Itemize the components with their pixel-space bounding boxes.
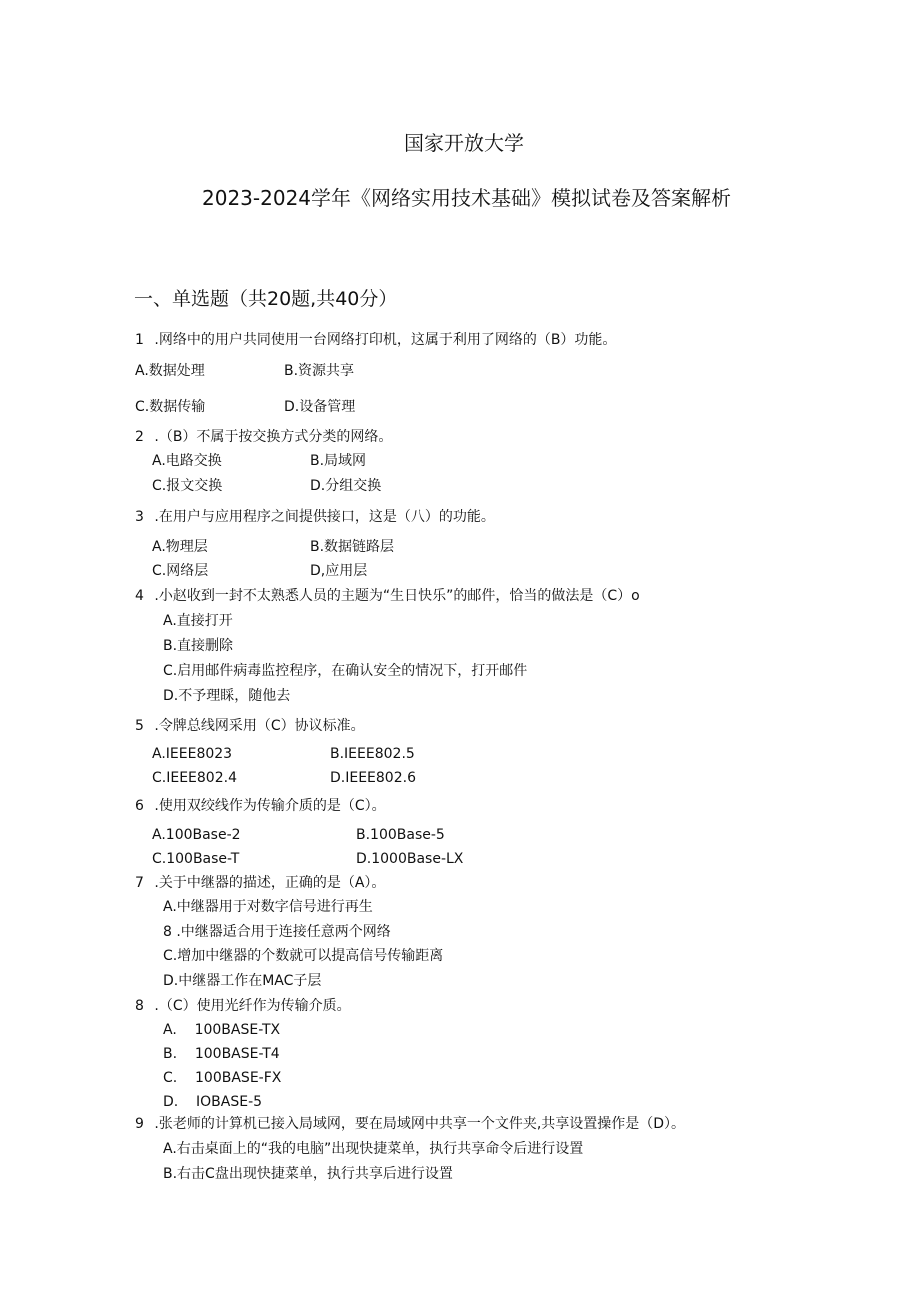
question-3 [135, 510, 495, 524]
q4-option-c: C.启用邮件病毒监控程序，在确认安全的情况下，打开邮件 [163, 663, 528, 679]
q2-option-b: B.局域网 [310, 453, 367, 469]
q3-option-a: A.物理层 [152, 539, 208, 555]
q1-option-a: A.数据处理 [135, 363, 205, 379]
question-text: .使用双绞线作为传输介质的是（C）。 [154, 798, 386, 814]
q9-option-a: A.右击桌面上的“我的电脑”出现快捷菜单，执行共享命令后进行设置 [163, 1141, 584, 1157]
question-number: 5 [135, 718, 144, 734]
q1-option-b: B.资源共享 [284, 363, 355, 379]
question-text: .（B）不属于按交换方式分类的网络。 [154, 429, 393, 445]
q1-option-d: D.设备管理 [284, 399, 356, 415]
q8-option-b: B. 100BASE-T4 [163, 1046, 280, 1062]
question-7 [135, 876, 385, 890]
q3-option-d: D,应用层 [310, 563, 368, 579]
question-number: 1 [135, 332, 144, 348]
q4-option-a: A.直接打开 [163, 613, 233, 629]
q8-option-d: D. IOBASE-5 [163, 1094, 263, 1110]
question-text: .在用户与应用程序之间提供接口，这是（八）的功能。 [154, 509, 495, 525]
q5-option-b: B.IEEE802.5 [330, 746, 415, 762]
q2-option-c: C.报文交换 [152, 478, 223, 494]
q7-option-a: A.中继器用于对数字信号进行再生 [163, 899, 373, 915]
q4-option-d: D.不予理睬，随他去 [163, 688, 291, 704]
q6-option-b: B.100Base-5 [356, 827, 445, 843]
q3-option-b: B.数据链路层 [310, 539, 395, 555]
q6-option-a: A.100Base-2 [152, 827, 241, 843]
q3-option-c: C.网络层 [152, 563, 209, 579]
q8-option-c: C. 100BASE-FX [163, 1070, 282, 1086]
question-number: 8 [135, 998, 144, 1014]
q8-option-a: A. 100BASE-TX [163, 1022, 281, 1038]
q5-option-d: D.IEEE802.6 [330, 770, 416, 786]
question-number: 6 [135, 798, 144, 814]
q5-option-a: A.IEEE8023 [152, 746, 233, 762]
question-number: 4 [135, 588, 144, 604]
question-5 [135, 719, 365, 733]
question-text: .张老师的计算机已接入局域网，要在局域网中共享一个文件夹,共享设置操作是（D）。 [154, 1116, 686, 1132]
question-text: .关于中继器的描述，正确的是（A）。 [154, 875, 386, 891]
q9-option-b: B.右击C盘出现快捷菜单，执行共享后进行设置 [163, 1166, 453, 1182]
question-number: 9 [135, 1116, 144, 1132]
question-text: .（C）使用光纤作为传输介质。 [154, 998, 351, 1014]
question-1 [135, 333, 616, 347]
question-number: 3 [135, 509, 144, 525]
question-6 [135, 799, 386, 813]
question-number: 7 [135, 875, 144, 891]
question-text: .小赵收到一封不太熟悉人员的主题为“生日快乐”的邮件，恰当的做法是（C）o [154, 588, 640, 604]
question-number: 2 [135, 429, 144, 445]
institution-title: 国家开放大学 [404, 131, 524, 155]
question-text: .令牌总线网采用（C）协议标准。 [154, 718, 365, 734]
q1-option-c: C.数据传输 [135, 399, 206, 415]
q4-option-b: B.直接删除 [163, 638, 234, 654]
q6-option-d: D.1000Base-LX [356, 851, 464, 867]
q7-option-b: 8 .中继器适合用于连接任意两个网络 [163, 924, 391, 940]
q2-option-a: A.电路交换 [152, 453, 222, 469]
q7-option-c: C.增加中继器的个数就可以提高信号传输距离 [163, 948, 444, 964]
section-heading: 一、单选题（共20题,共40分） [134, 288, 398, 310]
question-4 [135, 589, 640, 603]
q7-option-d: D.中继器工作在MAC子层 [163, 973, 322, 989]
question-8 [135, 999, 351, 1013]
question-2 [135, 430, 392, 444]
question-text: .网络中的用户共同使用一台网络打印机，这属于利用了网络的（B）功能。 [154, 332, 617, 348]
q2-option-d: D.分组交换 [310, 478, 382, 494]
question-9 [135, 1117, 685, 1131]
exam-title: 2023-2024学年《网络实用技术基础》模拟试卷及答案解析 [202, 186, 732, 210]
q5-option-c: C.IEEE802.4 [152, 770, 237, 786]
q6-option-c: C.100Base-T [152, 851, 240, 867]
